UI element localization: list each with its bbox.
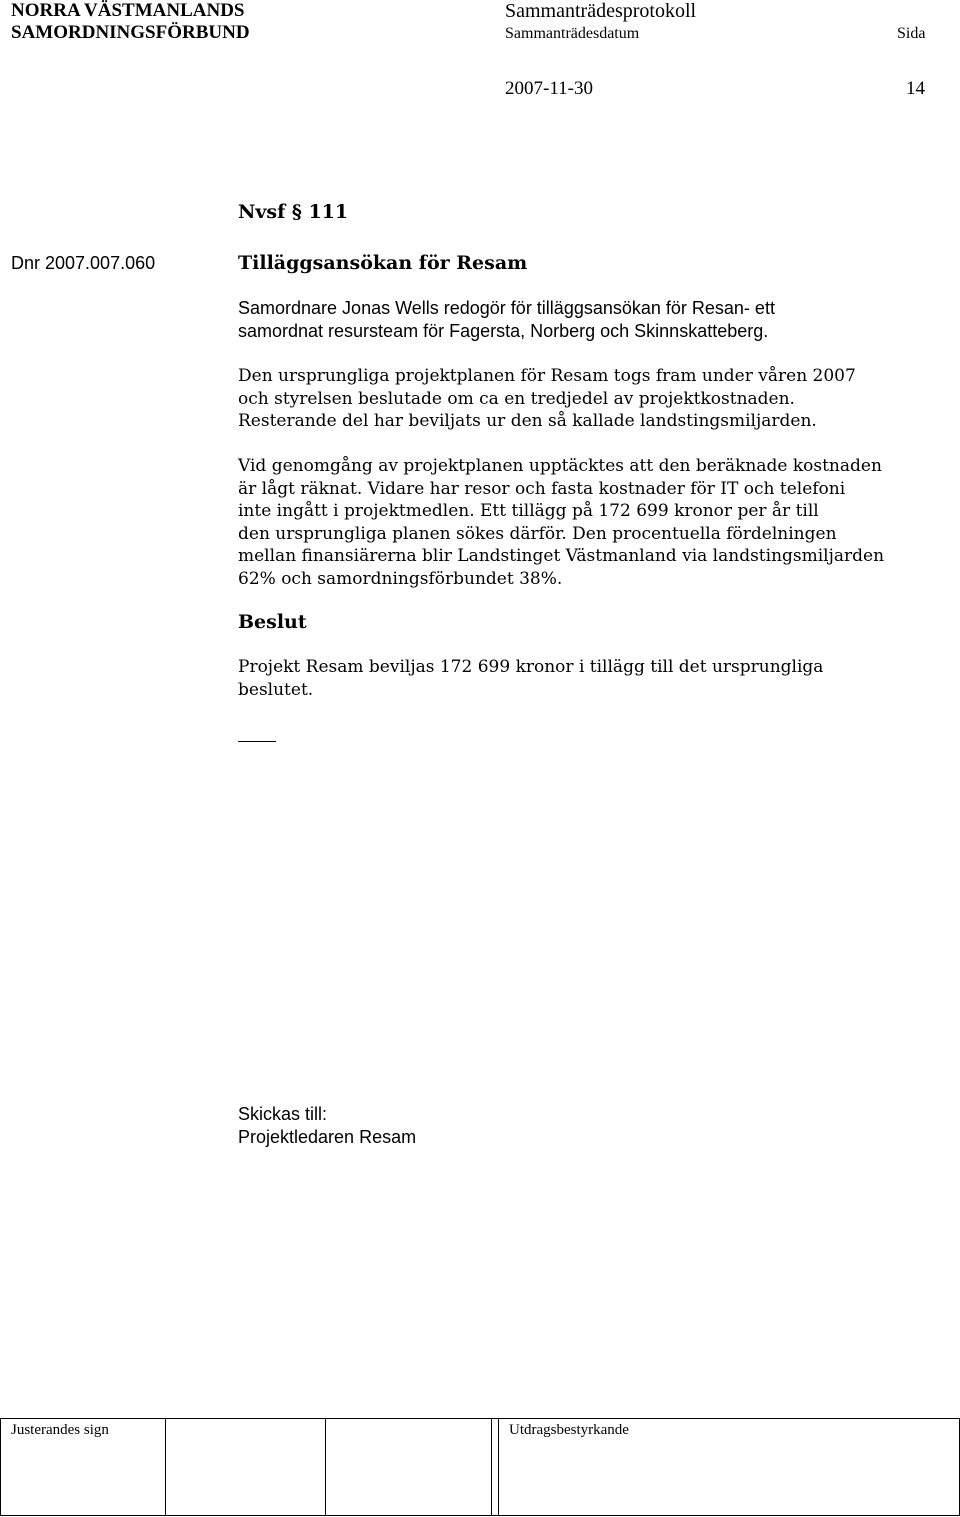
sign-cell: [326, 1419, 492, 1516]
meeting-date: 2007-11-30: [505, 78, 593, 99]
sign-label: Justerandes sign: [11, 1422, 109, 1438]
decision-text: [238, 656, 953, 701]
paragraph-line: Samordnare Jonas Wells redogör för tilläggsansökan för Resan- ett: [238, 298, 775, 318]
paragraph-line: 62% och samordningsförbundet 38%.: [238, 568, 563, 589]
extract-cell: [499, 1419, 960, 1516]
paragraph-line: den ursprungliga planen sökes därför. Den procentuella fördelningen: [238, 523, 837, 544]
protocol-title: Sammanträdesprotokoll: [505, 0, 697, 22]
paragraph-line: Projekt Resam beviljas 172 699 kronor i tillägg till det ursprungliga: [238, 657, 824, 677]
send-to-label: Skickas till:: [238, 1104, 328, 1124]
dnr: Dnr 2007.007.060: [11, 253, 156, 273]
page-label: Sida: [897, 25, 926, 42]
paragraph-line: Den ursprungliga projektplanen för Resam togs fram under våren 2007: [238, 366, 856, 386]
case-title: Tilläggsansökan för Resam: [238, 252, 528, 274]
signature-table: [0, 1418, 960, 1517]
org-name-line1: NORRA VÄSTMANLANDS: [11, 0, 245, 21]
paragraph-line: Vid genomgång av projektplanen upptäcktes att den beräknade kostnaden: [238, 456, 882, 476]
paragraph-3: [238, 455, 953, 590]
paragraph-line: och styrelsen beslutade om ca en tredjedel av projektkostnaden.: [238, 388, 795, 409]
send-to-recipient: Projektledaren Resam: [238, 1127, 417, 1147]
spacer-cell: [492, 1419, 499, 1516]
paragraph-1: [238, 297, 953, 342]
sign-cell: [1, 1419, 166, 1516]
page-number: 14: [906, 78, 925, 99]
decision-heading: Beslut: [238, 611, 307, 633]
meeting-date-label: Sammanträdesdatum: [505, 25, 640, 42]
sign-cell: [166, 1419, 326, 1516]
paragraph-line: samordnat resursteam för Fagersta, Norberg och Skinnskatteberg.: [238, 320, 769, 341]
divider: [238, 741, 276, 742]
org-name-line2: SAMORDNINGSFÖRBUND: [11, 22, 250, 43]
paragraph-line: beslutet.: [238, 679, 314, 700]
extract-label: Utdragsbestyrkande: [509, 1422, 629, 1438]
paragraph-line: mellan finansiärerna blir Landstinget Västmanland via landstingsmiljarden: [238, 546, 885, 566]
paragraph-line: Resterande del har beviljats ur den så kallade landstingsmiljarden.: [238, 411, 817, 431]
paragraph-id: Nvsf § 111: [238, 201, 349, 223]
paragraph-2: [238, 365, 953, 433]
paragraph-line: inte ingått i projektmedlen. Ett tillägg på 172 699 kronor per år till: [238, 501, 819, 521]
paragraph-line: är lågt räknat. Vidare har resor och fasta kostnader för IT och telefoni: [238, 478, 846, 499]
